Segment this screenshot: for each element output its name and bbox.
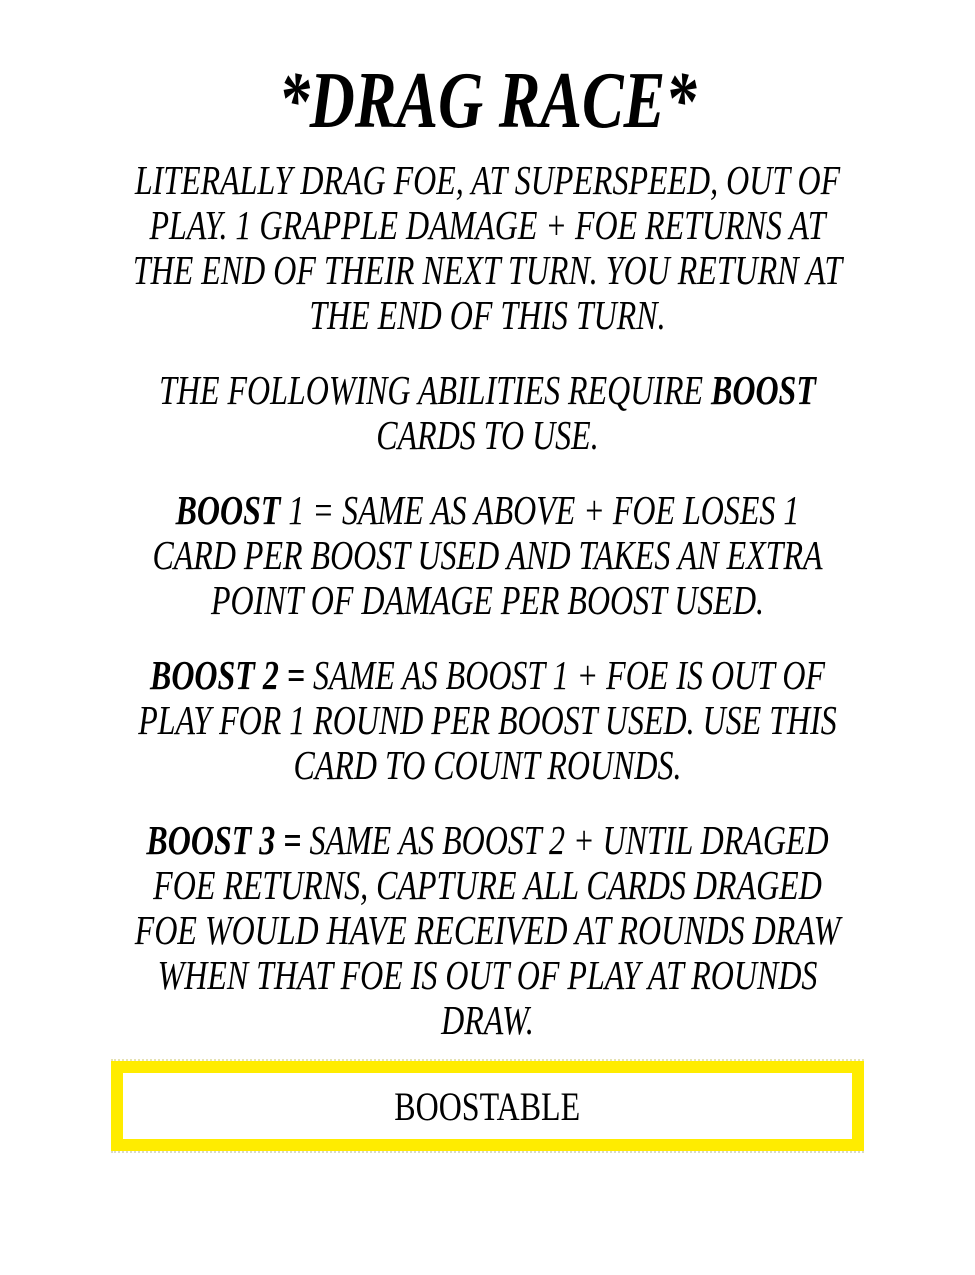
text-line [107,203,868,248]
text-line [107,413,868,458]
boostable-badge-outline [111,1059,864,1153]
card-title: *DRAG RACE* [278,57,697,145]
text-segment: THE END OF THIS TURN. [309,292,666,338]
text-segment: DRAW. [441,997,534,1043]
text-line [107,158,868,203]
bold-text-segment: BOOST 2 = [150,652,306,698]
text-line [107,908,868,953]
text-segment: 1 = SAME AS ABOVE + FOE LOSES 1 [280,487,800,533]
text-segment: LITERALLY DRAG FOE, AT SUPERSPEED, OUT OF [134,157,841,203]
text-segment: SAME AS BOOST 2 + UNTIL DRAGED [301,817,829,863]
text-line [107,533,868,578]
card-text-block [107,0,868,1043]
text-line [107,653,868,698]
paragraph-boost-requirement [107,368,868,458]
text-line [107,578,868,623]
text-line [107,998,868,1043]
bold-text-segment: BOOST 3 = [146,817,302,863]
boostable-label: BOOSTABLE [394,1083,581,1129]
text-segment: POINT OF DAMAGE PER BOOST USED. [210,577,765,623]
text-line [107,818,868,863]
text-segment: WHEN THAT FOE IS OUT OF PLAY AT ROUNDS [157,952,818,998]
text-line [107,863,868,908]
text-segment: CARD TO COUNT ROUNDS. [293,742,682,788]
text-segment: SAME AS BOOST 1 + FOE IS OUT OF [305,652,825,698]
paragraph-boost-2 [107,653,868,788]
text-segment: PLAY. 1 GRAPPLE DAMAGE + FOE RETURNS AT [149,202,826,248]
text-line [107,953,868,998]
paragraph-boost-3 [107,818,868,1043]
text-line [107,248,868,293]
text-line [107,743,868,788]
text-line [107,368,868,413]
bold-text-segment: BOOST [175,487,281,533]
bold-text-segment: BOOST [711,367,816,413]
text-line [107,293,868,338]
text-segment: CARDS TO USE. [376,412,599,458]
paragraph-intro [107,158,868,338]
paragraph-boost-1 [107,488,868,623]
text-segment: FOE WOULD HAVE RECEIVED AT ROUNDS DRAW [134,907,841,953]
text-segment: THE END OF THEIR NEXT TURN. YOU RETURN AT [132,247,843,293]
text-line [107,698,868,743]
text-segment: PLAY FOR 1 ROUND PER BOOST USED. USE THIS [138,697,837,743]
text-line [107,488,868,533]
text-segment: CARD PER BOOST USED AND TAKES AN EXTRA [152,532,823,578]
text-segment: FOE RETURNS, CAPTURE ALL CARDS DRAGED [153,862,822,908]
boostable-badge [111,1061,864,1151]
text-segment: THE FOLLOWING ABILITIES REQUIRE [159,367,712,413]
